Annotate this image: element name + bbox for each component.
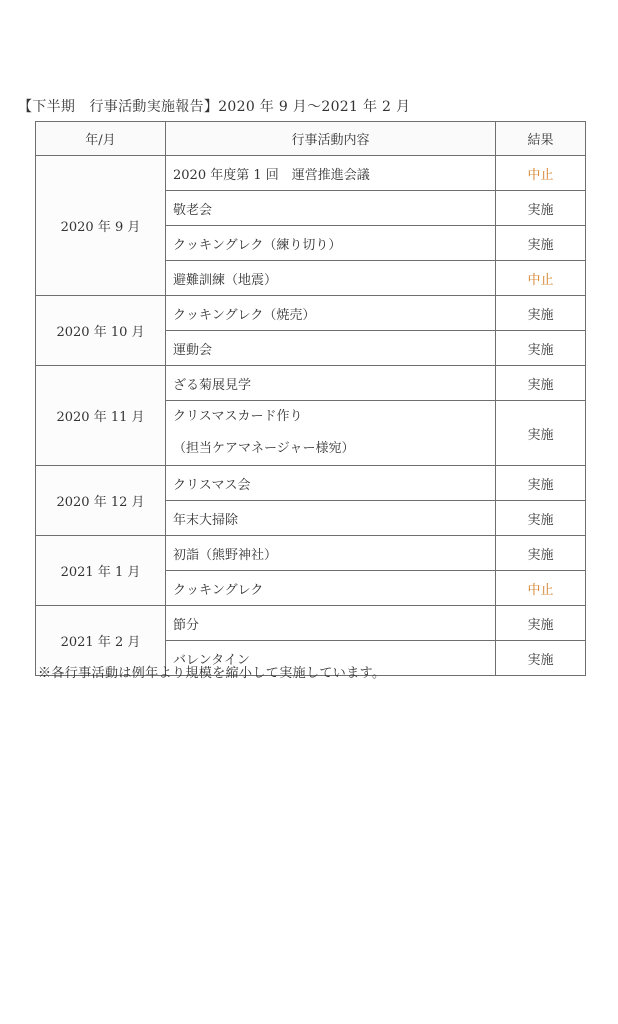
activity-cell: クリスマス会 (166, 466, 496, 501)
activity-cell (166, 401, 496, 466)
table-row (36, 606, 586, 641)
result-cell: 実施 (496, 296, 586, 331)
footnote: ※各行事活動は例年より規模を縮小して実施しています。 (38, 666, 386, 681)
result-cell: 中止 (496, 571, 586, 606)
header-result: 結果 (496, 122, 586, 156)
result-cell: 実施 (496, 226, 586, 261)
result-cell: 実施 (496, 331, 586, 366)
table-row (36, 366, 586, 401)
result-cell: 実施 (496, 536, 586, 571)
activity-line: クリスマスカード作り (173, 409, 303, 424)
header-month: 年/月 (36, 122, 166, 156)
activity-cell: バレンタイン (166, 641, 496, 676)
activity-cell: 運動会 (166, 331, 496, 366)
result-cell: 中止 (496, 156, 586, 191)
month-cell: 2020 年 10 月 (36, 296, 166, 366)
result-cell: 実施 (496, 606, 586, 641)
table-row (36, 536, 586, 571)
table-row (36, 156, 586, 191)
month-cell: 2020 年 12 月 (36, 466, 166, 536)
activity-report-table (35, 121, 586, 676)
month-cell: 2020 年 11 月 (36, 366, 166, 466)
result-cell: 実施 (496, 401, 586, 466)
result-cell: 実施 (496, 466, 586, 501)
activity-line: （担当ケアマネージャー様宛） (173, 441, 355, 456)
result-cell: 実施 (496, 641, 586, 676)
result-cell: 実施 (496, 191, 586, 226)
activity-cell: クッキングレク（練り切り） (166, 226, 496, 261)
activity-cell: クッキングレク (166, 571, 496, 606)
activity-cell: 節分 (166, 606, 496, 641)
activity-cell: 年末大掃除 (166, 501, 496, 536)
activity-cell: クッキングレク（焼売） (166, 296, 496, 331)
header-activity: 行事活動内容 (166, 122, 496, 156)
activity-cell: ざる菊展見学 (166, 366, 496, 401)
activity-cell: 避難訓練（地震） (166, 261, 496, 296)
table-row (36, 296, 586, 331)
month-cell: 2021 年 1 月 (36, 536, 166, 606)
result-cell: 実施 (496, 501, 586, 536)
month-cell: 2020 年 9 月 (36, 156, 166, 296)
month-cell: 2021 年 2 月 (36, 606, 166, 676)
activity-cell: 敬老会 (166, 191, 496, 226)
activity-cell: 初詣（熊野神社） (166, 536, 496, 571)
table-row (36, 466, 586, 501)
page-title: 【下半期 行事活動実施報告】2020 年 9 月～2021 年 2 月 (18, 99, 411, 115)
table-header-row (36, 122, 586, 156)
result-cell: 実施 (496, 366, 586, 401)
result-cell: 中止 (496, 261, 586, 296)
activity-cell: 2020 年度第 1 回 運営推進会議 (166, 156, 496, 191)
